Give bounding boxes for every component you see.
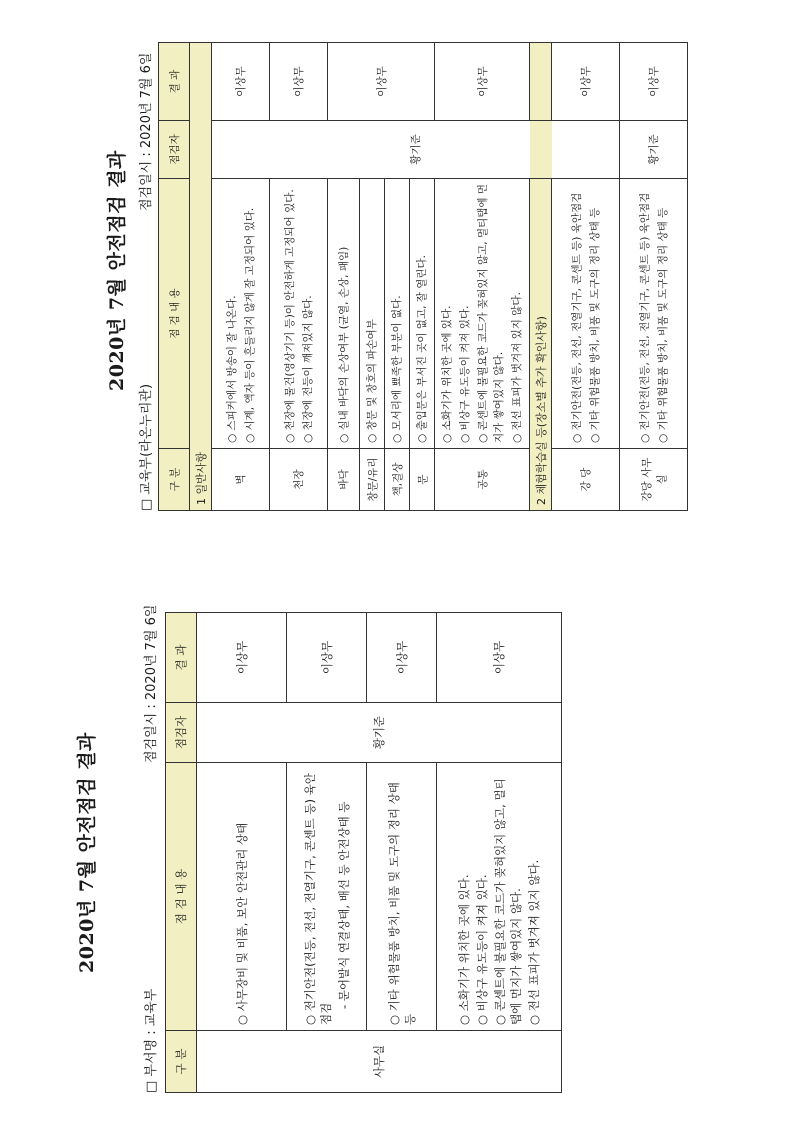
right-doc-dept: □ 교육부(라온누리관) [139,383,154,511]
inspector-cell: 황기준 [212,121,620,179]
category-cell: 사무실 [197,1031,562,1093]
header-inspector: 점검자 [159,121,190,179]
result-cell: 이상무 [437,613,562,703]
table-row [212,43,270,511]
category-cell: 천장 [270,449,328,511]
content-cell: ○ 사무장비 및 비품, 보안 안전관리 상태 [197,763,287,1031]
content-cell: ○ 소화기가 위치한 곳에 있다. ○ 비상구 유도등이 켜져 있다. ○ 콘센트에 불필요한 코드가 꽂혀있지 않고, 멀티탭에 먼지가 쌓여있지 않다. ○ 전선 표피가 벗겨져 있지 않다. [437,763,562,1031]
content-cell: ○ 창문 및 창호의 파손여부 [360,179,385,449]
result-cell: 이상무 [367,613,437,703]
result-cell: 이상무 [435,43,530,121]
right-document [0,43,793,511]
content-cell: ○ 전기안전(전등, 전선, 전열기구, 콘센트 등) 육안점검 - 문어발식 연결상태, 배선 등 안전상태 등 [287,763,367,1031]
table-row [328,43,360,511]
inspector-cell: 황기준 [197,703,562,763]
header-result: 결 과 [159,43,190,121]
result-cell: 이상무 [287,613,367,703]
left-doc-date: 점검일시 : 2020년 7월 6일 [144,604,159,763]
table-row [552,43,620,511]
header-inspector: 점검자 [166,703,197,763]
table-row [435,43,530,511]
table-row [287,613,367,1093]
right-doc-title: 2020년 7월 안전점검 결과 [106,150,128,391]
result-cell: 이상무 [620,43,688,121]
left-doc-dept: □ 부서명 : 교육부 [144,988,159,1093]
right-inspection-table [158,42,688,511]
category-cell: 강 당 [552,449,620,511]
left-doc-title: 2020년 7월 안전점검 결과 [76,732,98,973]
table-row [620,43,688,511]
category-cell: 책,걸상 [385,449,410,511]
left-document [0,604,793,1093]
table-row [437,613,562,1093]
content-cell: ○ 스피커에서 방송이 잘 나온다. ○ 시계, 액자 등이 흔들리지 않게 잘 고정되어 있다. [212,179,270,449]
category-cell: 벽 [212,449,270,511]
result-cell: 이상무 [197,613,287,703]
result-cell: 이상무 [328,43,435,121]
header-category: 구 분 [159,449,190,511]
content-cell: ○ 기타 위험물품 방치, 비품 및 도구의 정리 상태 등 [367,763,437,1031]
section-general: 1 일반사항 [190,43,212,511]
left-inspection-table [165,612,562,1093]
header-content: 점 검 내 용 [159,179,190,449]
header-result: 결 과 [166,613,197,703]
category-cell: 문 [410,449,435,511]
content-cell: ○ 모서리에 뾰족한 부분이 없다. [385,179,410,449]
header-category: 구 분 [166,1031,197,1093]
category-cell: 공통 [435,449,530,511]
content-cell: ○ 출입문은 부서진 곳이 없고, 잘 열린다. [410,179,435,449]
category-cell: 바닥 [328,449,360,511]
table-row [367,613,437,1093]
result-cell: 이상무 [552,43,620,121]
result-cell: 이상무 [212,43,270,121]
header-content: 점 검 내 용 [166,763,197,1031]
category-cell: 강당 사무실 [620,449,688,511]
content-cell: ○ 천장에 물건(영상기기 등)이 안전하게 고정되어 있다. ○ 천장에 전등이 깨져있지 않다. [270,179,328,449]
content-cell: ○ 전기안전(전등, 전선, 전열기구, 콘센트 등) 육안점검 ○ 기타 위험물품 방치, 비품 및 도구의 정리 상태 등 [620,179,688,449]
section-rooms: 2 체험학습실 등(장소별 추가 확인사항) [530,43,552,511]
content-cell: ○ 실내 바닥의 손상여부 (균열, 손상, 패임) [328,179,360,449]
table-row [270,43,328,511]
content-cell: ○ 소화기가 위치한 곳에 있다. ○ 비상구 유도등이 켜져 있다. ○ 콘센트에 불필요한 코드가 꽂혀있지 않고, 멀티탭에 먼지가 쌓여있지 않다. ○ 전선 표피가 벗겨져 있지 않다. [435,179,530,449]
table-row [197,613,287,1093]
content-cell: ○ 전기안전(전등, 전선, 전열기구, 콘센트 등) 육안점검 ○ 기타 위험물품 방치, 비품 및 도구의 정리 상태 등 [552,179,620,449]
result-cell: 이상무 [270,43,328,121]
inspector-cell: 황기준 [620,121,688,179]
right-doc-date: 점검일시 : 2020년 7월 6일 [139,52,154,211]
category-cell: 창문/유리 [360,449,385,511]
